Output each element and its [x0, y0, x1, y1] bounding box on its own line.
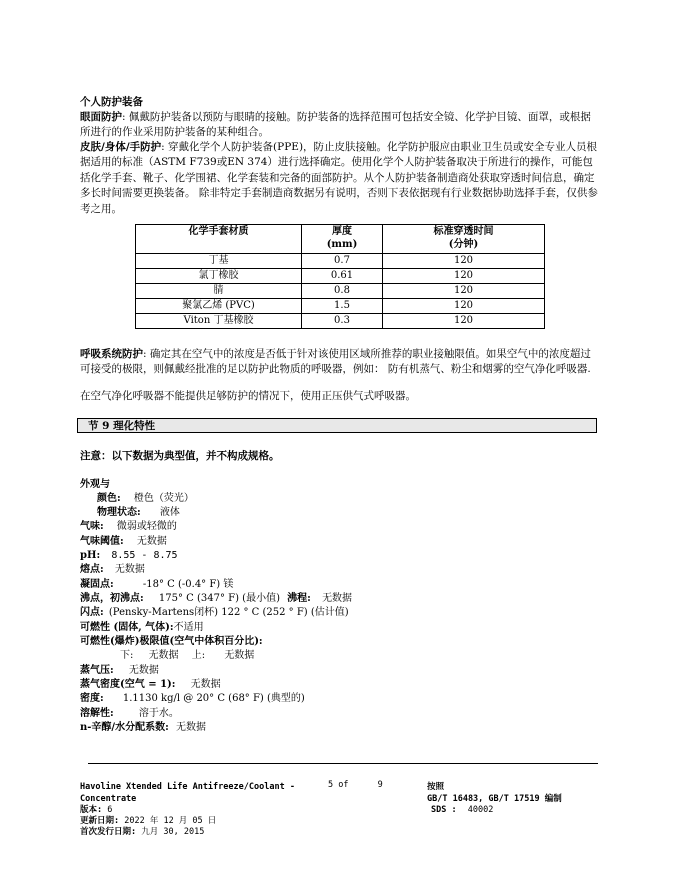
ph-label: pH:	[80, 550, 101, 561]
glove-thickness: 1.5	[302, 299, 383, 314]
footer-version-value: 6	[107, 805, 113, 815]
footer-product-name-line1: Havoline Xtended Life Antifreeze/Coolant -	[80, 782, 295, 792]
skin-protection-paragraph	[80, 140, 600, 217]
glove-material: 腈	[136, 284, 302, 299]
partition-coefficient-value: 无数据	[175, 722, 206, 733]
partition-coefficient-row	[80, 721, 206, 735]
solubility-label: 溶解性:	[80, 708, 114, 719]
color-value: 橙色（荧光）	[133, 493, 194, 504]
vapor-density-value: 无数据	[190, 679, 221, 690]
melting-point-label: 熔点:	[80, 564, 104, 575]
footer-issue-value: 九月 30, 2015	[141, 827, 205, 837]
odor-label: 气味:	[80, 521, 104, 532]
respiratory-protection-text-2: 在空气净化呼吸器不能提供足够防护的情况下，使用正压供气式呼吸器。	[80, 390, 416, 402]
skin-protection-text: : 穿戴化学个人防护装备(PPE)，防止皮肤接触。化学防护服应由职业卫生员或安全专业人员根据适用的标准（ASTM F739或EN 374）进行选择确定。使用化学个人防护装备取决于所进行的操作，可能包括化学手套、靴子、化学围裙、化学套装和完备的面部防护。从个人防护装备制造商处获取穿透时间信息，确定多长时间需要更换装备。 除非特定手套制造商数据另有说明，否则下表依据现有行业数据协助选择手套，仅供参考之用。	[80, 141, 598, 215]
flammability-row	[80, 621, 204, 635]
table-row	[136, 299, 545, 314]
flash-point-row	[80, 606, 349, 620]
glove-material: 聚氯乙烯 (PVC)	[136, 299, 302, 314]
glove-material: Viton 丁基橡胶	[136, 314, 302, 329]
flash-point-label: 闪点:	[80, 607, 104, 618]
footer-issue-label: 首次发行日期:	[80, 827, 137, 837]
glove-header-thickness: 厚度 (mm)	[302, 225, 383, 254]
solubility-value: 溶于水。	[138, 708, 179, 719]
lower-limit-label: 下:	[120, 650, 134, 661]
footer-issue-date	[80, 826, 204, 838]
table-row	[136, 269, 545, 284]
respiratory-protection-paragraph	[80, 347, 600, 378]
respiratory-protection-label: 呼吸系统防护	[80, 348, 143, 360]
glove-header-material: 化学手套材质	[136, 225, 302, 254]
flammability-label: 可燃性 (固体, 气体):	[80, 622, 174, 633]
boiling-range-value: 无数据	[322, 593, 353, 604]
flash-point-value: (Pensky-Martens闭杯) 122 ° C (252 ° F) (估计值)	[108, 607, 349, 618]
freezing-point-value: -18° C (-0.4° F) 镁	[142, 579, 234, 590]
partition-coefficient-label: n-辛醇/水分配系数:	[80, 722, 169, 733]
odor-row	[80, 520, 177, 534]
melting-point-row	[80, 563, 145, 577]
footer-sds-value: 40002	[467, 805, 494, 815]
glove-material: 氯丁橡胶	[136, 269, 302, 284]
flammability-value: 不适用	[173, 622, 204, 633]
lower-limit-value: 无数据	[148, 650, 179, 661]
glove-breakthrough: 120	[383, 254, 545, 269]
footer-sds	[431, 804, 493, 816]
boiling-point-label: 沸点，初沸点:	[80, 593, 144, 604]
glove-thickness: 0.8	[302, 284, 383, 299]
freezing-point-label: 凝固点:	[80, 579, 114, 590]
freezing-point-row	[80, 578, 233, 592]
footer-page-current: 5	[328, 780, 334, 790]
density-value: 1.1130 kg/l @ 20° C (68° F) (典型的)	[122, 693, 305, 704]
glove-header-breakthrough: 标准穿透时间 (分钟)	[383, 225, 545, 254]
section-9-header: 节 9 理化特性	[77, 418, 597, 433]
state-label: 物理状态:	[97, 507, 141, 518]
vapor-pressure-row	[80, 664, 159, 678]
explosive-limits-label: 可燃性(爆炸)极限值(空气中体积百分比):	[80, 636, 263, 647]
table-row	[136, 284, 545, 299]
density-row	[80, 692, 305, 706]
footer-standard-label: 按照	[427, 782, 445, 792]
footer-page-number	[328, 779, 383, 791]
ppe-title: 个人防护装备	[80, 96, 143, 108]
eye-protection-paragraph	[80, 110, 600, 141]
footer-product-name-line2: Concentrate	[80, 794, 137, 804]
vapor-density-row	[80, 678, 221, 692]
boiling-point-value: 175° C (347° F) (最小值)	[158, 593, 280, 604]
footer-page-total: 9	[377, 780, 383, 790]
explosive-limits-row	[120, 649, 254, 663]
glove-breakthrough: 120	[383, 314, 545, 329]
eye-protection-text: : 佩戴防护装备以预防与眼睛的接触。防护装备的选择范围可包括安全镜、化学护目镜、面罩，或根据所进行的作业采用防护装备的某种组合。	[80, 111, 591, 139]
footer-revision-label: 更新日期:	[80, 816, 120, 826]
glove-thickness: 0.61	[302, 269, 383, 284]
odor-threshold-row	[80, 535, 167, 549]
footer-divider	[88, 763, 598, 764]
glove-thickness: 0.7	[302, 254, 383, 269]
eye-protection-label: 眼面防护	[80, 111, 122, 123]
footer-standard-value: GB/T 16483, GB/T 17519 编制	[427, 794, 562, 804]
odor-threshold-label: 气味阈值:	[80, 536, 124, 547]
odor-value: 微弱或轻微的	[116, 521, 177, 532]
ph-value: 8.55 - 8.75	[111, 550, 178, 561]
vapor-pressure-value: 无数据	[128, 665, 159, 676]
glove-breakthrough: 120	[383, 269, 545, 284]
ph-row	[80, 549, 178, 563]
state-row	[97, 506, 180, 520]
footer-sds-label: SDS :	[431, 805, 457, 815]
glove-breakthrough: 120	[383, 299, 545, 314]
melting-point-value: 无数据	[114, 564, 145, 575]
boiling-point-row	[80, 592, 352, 606]
glove-material: 丁基	[136, 254, 302, 269]
upper-limit-value: 无数据	[224, 650, 255, 661]
glove-table	[135, 224, 545, 329]
glove-breakthrough: 120	[383, 284, 545, 299]
color-row	[97, 492, 194, 506]
respiratory-protection-text: : 确定其在空气中的浓度是否低于针对该使用区域所推荐的职业接触限值。如果空气中的浓度超过可接受的极限，则佩戴经批准的足以防护此物质的呼吸器，例如： 防有机蒸气、粉尘和烟雾的空气净化呼吸器.	[80, 348, 591, 376]
upper-limit-label: 上:	[191, 650, 206, 661]
appearance-label: 外观与	[80, 479, 110, 490]
footer-version-label: 版本:	[80, 805, 103, 815]
density-label: 密度:	[80, 693, 104, 704]
vapor-density-label: 蒸气密度(空气 = 1):	[80, 679, 176, 690]
glove-table-header-row	[136, 225, 545, 254]
footer-revision-value: 2022 年 12 月 05 日	[124, 816, 217, 826]
footer-page-of: of	[338, 780, 349, 790]
odor-threshold-value: 无数据	[136, 536, 167, 547]
state-value: 液体	[159, 507, 180, 518]
typical-values-note: 注意：以下数据为典型值，并不构成规格。	[80, 450, 280, 462]
solubility-row	[80, 707, 179, 721]
table-row	[136, 254, 545, 269]
color-label: 颜色:	[97, 493, 121, 504]
glove-thickness: 0.3	[302, 314, 383, 329]
table-row	[136, 314, 545, 329]
vapor-pressure-label: 蒸气压:	[80, 665, 114, 676]
skin-protection-label: 皮肤/身体/手防护	[80, 141, 162, 153]
boiling-range-label: 沸程:	[287, 593, 311, 604]
